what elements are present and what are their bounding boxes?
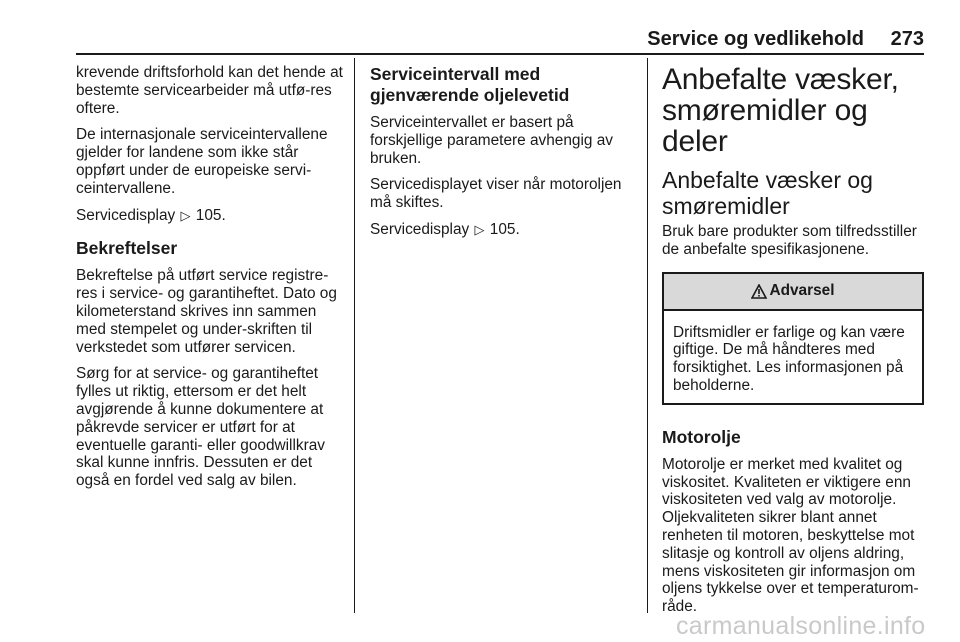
- section-title: Service og vedlikehold: [647, 28, 864, 50]
- reference-text: Servicedisplay: [370, 220, 470, 238]
- cross-reference[interactable]: [370, 221, 638, 239]
- column-left: [76, 64, 344, 499]
- paragraph: Servicedisplayet viser når motoroljen må skiftes.: [370, 176, 622, 212]
- warning-triangle-icon: [751, 284, 767, 299]
- warning-box: [662, 272, 924, 405]
- warning-body: [664, 311, 922, 403]
- column-divider: [354, 58, 355, 613]
- reference-arrow-icon: ▷: [474, 221, 485, 237]
- paragraph: Serviceintervallet er basert på forskjellige parametere avhengig av bruken.: [370, 114, 613, 167]
- warning-header: [664, 274, 922, 311]
- reference-page: 105.: [489, 220, 520, 238]
- paragraph: Bruk bare produkter som tilfredsstiller de anbefalte spesifikasjonene.: [662, 223, 917, 258]
- warning-text: Driftsmidler er farlige og kan være giftige. De må håndteres med forsiktighet. Les informasjonen på beholderne.: [673, 323, 905, 394]
- column-middle: [370, 64, 638, 248]
- page-header: [76, 28, 924, 52]
- heading-serviceintervall: Serviceintervall med gjenværende oljelevetid: [370, 64, 570, 105]
- paragraph: De internasjonale serviceintervallene gjelder for landene som ikke står oppført under de europeiske servi-ceintervallene.: [76, 126, 328, 197]
- chapter-title: Anbefalte væsker, smøremidler og deler: [662, 63, 899, 158]
- paragraph: Bekreftelse på utført service registre-res i service- og garantiheftet. Dato og kilometerstand skrives inn sammen med stempelet og under-skriften til verkstedet som utfører servicen.: [76, 267, 337, 356]
- reference-text: Servicedisplay: [76, 206, 176, 224]
- column-right: [662, 64, 928, 625]
- paragraph: Motorolje er merket med kvalitet og viskositet. Kvaliteten er viktigere enn viskositeten ved valg av motorolje. Oljekvaliteten sikrer blant annet renheten til motoren, beskyttelse mot slitasje og kontroll av oljens aldring, mens viskositeten gir informasjon om oljens tykkelse over et temperaturom-råde.: [662, 455, 919, 616]
- column-divider: [647, 58, 648, 613]
- page-number: 273: [890, 28, 924, 50]
- cross-reference[interactable]: [76, 207, 344, 225]
- heading-motorolje: Motorolje: [662, 426, 741, 447]
- heading-bekreftelser: Bekreftelser: [76, 238, 178, 259]
- section-heading: Anbefalte væsker og smøremidler: [662, 167, 873, 219]
- header-rule: [76, 53, 924, 55]
- paragraph: Sørg for at service- og garantiheftet fylles ut riktig, ettersom er det helt avgjørende å kunne dokumentere at påkrevde servicer er utført for at eventuelle garanti- eller goodwillkrav skal kunne innfris. Dessuten er det også en fordel ved salg av bilen.: [76, 365, 325, 490]
- warning-title: Advarsel: [769, 282, 835, 300]
- reference-arrow-icon: ▷: [180, 207, 191, 223]
- watermark-text: carmanualsonline.info: [676, 612, 926, 640]
- paragraph: krevende driftsforhold kan det hende at bestemte servicearbeider må utfø-res oftere.: [76, 64, 343, 117]
- reference-page: 105.: [195, 206, 226, 224]
